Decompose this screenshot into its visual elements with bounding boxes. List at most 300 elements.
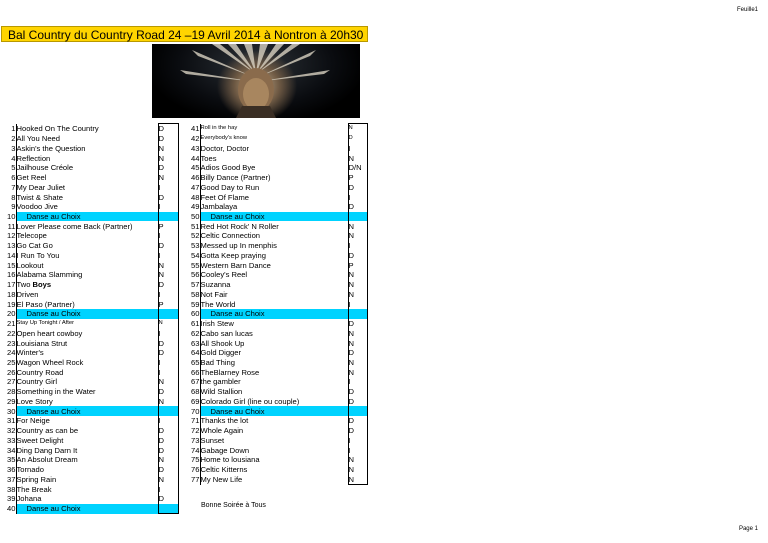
song-title — [16, 153, 158, 163]
song-title-text: An Absolut Dream — [16, 455, 78, 465]
song-number: 33 — [0, 436, 16, 446]
song-title-text: the gambler — [200, 377, 241, 387]
dance-level-code: D — [158, 124, 178, 134]
song-row — [0, 319, 178, 329]
dance-level-code: P — [348, 260, 367, 270]
dance-level-code: D — [348, 202, 367, 212]
dance-level-code: D — [348, 397, 367, 407]
song-title-text: Twist & Shate — [16, 192, 63, 202]
song-number: 59 — [182, 299, 200, 309]
song-number: 40 — [0, 504, 16, 514]
song-row — [182, 397, 367, 407]
dance-level-code: I — [348, 445, 367, 455]
song-title — [200, 260, 348, 270]
song-row — [0, 445, 178, 455]
song-title-text: Red Hot Rock' N Roller — [200, 221, 279, 231]
song-number: 13 — [0, 241, 16, 251]
song-number: 75 — [182, 455, 200, 465]
song-title — [200, 328, 348, 338]
song-number: 63 — [182, 338, 200, 348]
song-number: 9 — [0, 202, 16, 212]
song-row — [182, 367, 367, 377]
dance-choice-label — [16, 212, 158, 222]
song-title — [16, 455, 158, 465]
song-title-text: Love Story — [16, 396, 53, 406]
song-title — [16, 251, 158, 261]
song-number: 66 — [182, 367, 200, 377]
song-title-text: Sweet Delight — [16, 435, 64, 445]
song-number: 37 — [0, 474, 16, 484]
song-title — [200, 338, 348, 348]
song-title — [16, 328, 158, 338]
song-title-text: Everybody's know — [200, 135, 248, 142]
song-number: 20 — [0, 309, 16, 319]
song-number: 39 — [0, 494, 16, 504]
song-title — [200, 445, 348, 455]
song-title-text: Danse au Choix — [210, 309, 265, 319]
song-title — [200, 231, 348, 241]
dance-level-code: P — [158, 299, 178, 309]
song-number: 11 — [0, 221, 16, 231]
dance-level-code: N — [158, 319, 178, 329]
song-row — [0, 260, 178, 270]
song-row — [0, 251, 178, 261]
song-row — [0, 280, 178, 290]
dance-level-code: I — [158, 202, 178, 212]
song-row — [182, 153, 367, 163]
song-title — [200, 348, 348, 358]
song-title — [200, 280, 348, 290]
song-title — [200, 465, 348, 475]
song-title-text: Irish Stew — [200, 319, 234, 329]
song-title — [200, 299, 348, 309]
song-title-text: Lover Please come Back (Partner) — [16, 221, 133, 231]
closing-message: Bonne Soirée à Tous — [201, 502, 266, 509]
dance-choice-row — [0, 212, 178, 222]
song-title-text: Danse au Choix — [210, 406, 265, 416]
song-row — [182, 445, 367, 455]
song-title-text: Country Girl — [16, 377, 58, 387]
dance-level-code: P — [348, 173, 367, 183]
song-title — [16, 173, 158, 183]
song-number: 64 — [182, 348, 200, 358]
song-number: 34 — [0, 445, 16, 455]
song-title — [16, 241, 158, 251]
dance-level-code: P — [158, 221, 178, 231]
song-title-text: Danse au Choix — [210, 211, 265, 221]
song-title-text: Something in the Water — [16, 387, 96, 397]
song-title — [16, 124, 158, 134]
song-title — [200, 455, 348, 465]
dance-level-code: I — [348, 436, 367, 446]
song-number: 65 — [182, 358, 200, 368]
song-title-text: Tornado — [16, 465, 44, 475]
dance-choice-label — [16, 504, 158, 514]
song-title-text: Alabama Slamming — [16, 270, 83, 280]
song-title-text: Telecope — [16, 231, 47, 241]
song-title — [16, 426, 158, 436]
dance-level-code: N — [348, 124, 367, 134]
song-title — [200, 241, 348, 251]
song-number: 74 — [182, 445, 200, 455]
song-number: 32 — [0, 426, 16, 436]
song-row — [182, 260, 367, 270]
song-title — [16, 299, 158, 309]
song-number: 55 — [182, 260, 200, 270]
song-number: 35 — [0, 455, 16, 465]
dance-level-code: D — [348, 348, 367, 358]
song-row — [182, 348, 367, 358]
song-row — [182, 173, 367, 183]
song-number: 15 — [0, 260, 16, 270]
song-title-text: Louisiana Strut — [16, 338, 68, 348]
song-number: 60 — [182, 309, 200, 319]
song-title-text: Danse au Choix — [26, 309, 81, 319]
song-row — [182, 182, 367, 192]
song-number: 8 — [0, 192, 16, 202]
dance-level-code: N — [348, 367, 367, 377]
song-title — [200, 251, 348, 261]
dance-level-code: I — [158, 358, 178, 368]
song-row — [0, 484, 178, 494]
song-title — [200, 474, 348, 484]
song-title-text: Open heart cowboy — [16, 328, 83, 338]
song-row — [182, 134, 367, 144]
dance-level-code: I — [158, 251, 178, 261]
song-row — [0, 182, 178, 192]
song-row — [0, 153, 178, 163]
song-row — [0, 173, 178, 183]
song-number: 27 — [0, 377, 16, 387]
song-title — [16, 348, 158, 358]
song-number: 1 — [0, 124, 16, 134]
song-title-text: Country Road — [16, 367, 64, 377]
dance-level-code: N — [348, 328, 367, 338]
dance-level-code — [348, 212, 367, 222]
song-title-text: Askin's the Question — [16, 143, 86, 153]
song-number: 25 — [0, 358, 16, 368]
song-title-text: Toes — [200, 153, 217, 163]
dance-choice-label — [200, 309, 348, 319]
song-number: 43 — [182, 143, 200, 153]
song-title-text: The World — [200, 299, 236, 309]
song-title — [200, 367, 348, 377]
song-title — [200, 221, 348, 231]
song-title-text: Doctor, Doctor — [200, 143, 250, 153]
song-number: 19 — [0, 299, 16, 309]
song-title — [16, 474, 158, 484]
dance-level-code: I — [158, 328, 178, 338]
song-number: 36 — [0, 465, 16, 475]
song-row — [182, 338, 367, 348]
song-row — [0, 338, 178, 348]
song-title — [16, 397, 158, 407]
song-title-text: Sunset — [200, 435, 225, 445]
dance-level-code: D — [348, 134, 367, 144]
dance-choice-row — [182, 406, 367, 416]
song-number: 18 — [0, 289, 16, 299]
song-title — [16, 484, 158, 494]
song-number: 23 — [0, 338, 16, 348]
dance-level-code: N — [348, 338, 367, 348]
song-title-text: My New Life — [200, 475, 243, 485]
dance-level-code: D — [158, 426, 178, 436]
song-list-left — [0, 123, 179, 514]
dance-level-code: N — [158, 377, 178, 387]
song-number: 21 — [0, 319, 16, 329]
song-title — [16, 143, 158, 153]
dance-level-code: N — [158, 474, 178, 484]
dance-level-code: N — [348, 455, 367, 465]
song-title-text: Messed up In menphis — [200, 241, 277, 251]
song-title-text: Western Barn Dance — [200, 260, 271, 270]
song-row — [182, 221, 367, 231]
song-row — [0, 134, 178, 144]
song-title-text: Wagon Wheel Rock — [16, 357, 84, 367]
song-row — [182, 416, 367, 426]
song-title-bold-text: Boys — [32, 280, 52, 290]
dance-level-code: N — [348, 289, 367, 299]
dance-level-code: N — [158, 260, 178, 270]
song-title-text: Danse au Choix — [26, 406, 81, 416]
dance-level-code: I — [158, 416, 178, 426]
song-row — [182, 251, 367, 261]
song-row — [0, 397, 178, 407]
dance-level-code: D — [348, 416, 367, 426]
song-title — [200, 387, 348, 397]
song-title-text: Roll in the hay — [200, 125, 238, 132]
song-title-text: Gotta Keep praying — [200, 250, 266, 260]
dance-level-code: D — [158, 494, 178, 504]
song-number: 70 — [182, 406, 200, 416]
song-title-text: All Shook Up — [200, 338, 245, 348]
song-row — [182, 358, 367, 368]
song-row — [182, 163, 367, 173]
song-title-text: Adios Good Bye — [200, 163, 256, 173]
dance-level-code: N — [158, 455, 178, 465]
song-number: 41 — [182, 124, 200, 134]
song-title — [16, 436, 158, 446]
song-title-text: Country as can be — [16, 426, 79, 436]
dance-level-code: N — [158, 397, 178, 407]
song-title-text: Suzanna — [200, 280, 231, 290]
dance-level-code: N — [158, 143, 178, 153]
song-title — [16, 465, 158, 475]
song-number: 52 — [182, 231, 200, 241]
dance-level-code: D/N — [348, 163, 367, 173]
song-title — [16, 377, 158, 387]
song-number: 61 — [182, 319, 200, 329]
song-title-text: Celtic Kitterns — [200, 465, 248, 475]
dance-level-code — [158, 212, 178, 222]
song-title — [200, 289, 348, 299]
song-number: 42 — [182, 134, 200, 144]
song-number: 16 — [0, 270, 16, 280]
song-title — [16, 260, 158, 270]
song-title — [200, 436, 348, 446]
dance-level-code: I — [158, 367, 178, 377]
song-row — [182, 377, 367, 387]
song-title-text: Gabage Down — [200, 445, 250, 455]
song-row — [182, 474, 367, 484]
song-number: 3 — [0, 143, 16, 153]
dance-level-code: D — [158, 387, 178, 397]
song-title-text: Wild Stallion — [200, 387, 243, 397]
song-title — [16, 494, 158, 504]
song-title — [200, 426, 348, 436]
song-row — [182, 455, 367, 465]
dance-level-code: N — [348, 231, 367, 241]
dance-level-code: D — [158, 163, 178, 173]
song-title — [200, 377, 348, 387]
song-title-text: Feet Of Flame — [200, 192, 250, 202]
song-number: 45 — [182, 163, 200, 173]
song-row — [0, 328, 178, 338]
song-title-text: Go Cat Go — [16, 241, 53, 251]
song-number: 17 — [0, 280, 16, 290]
song-title — [200, 153, 348, 163]
song-title-text: Jambalaya — [200, 202, 238, 212]
song-title-text: Winter's — [16, 348, 44, 358]
song-number: 5 — [0, 163, 16, 173]
song-number: 76 — [182, 465, 200, 475]
song-number: 12 — [0, 231, 16, 241]
song-number: 72 — [182, 426, 200, 436]
song-title — [16, 358, 158, 368]
song-number: 73 — [182, 436, 200, 446]
song-row — [182, 270, 367, 280]
song-title — [16, 202, 158, 212]
song-number: 10 — [0, 212, 16, 222]
song-title-text: For Neige — [16, 416, 50, 426]
dance-level-code: N — [348, 465, 367, 475]
dance-level-code: I — [158, 231, 178, 241]
song-title — [16, 319, 158, 329]
song-title-text: The Break — [16, 484, 52, 494]
song-row — [0, 289, 178, 299]
song-number: 31 — [0, 416, 16, 426]
dance-level-code: I — [348, 241, 367, 251]
song-title — [16, 221, 158, 231]
dance-level-code: I — [348, 143, 367, 153]
page-number: Page 1 — [738, 526, 758, 532]
dance-level-code — [158, 309, 178, 319]
dance-level-code: D — [158, 134, 178, 144]
song-number: 58 — [182, 289, 200, 299]
dance-choice-row — [0, 309, 178, 319]
song-number: 48 — [182, 192, 200, 202]
song-row — [0, 426, 178, 436]
dance-level-code: D — [348, 251, 367, 261]
song-title-text: Gold Digger — [200, 348, 242, 358]
song-title — [200, 270, 348, 280]
song-number: 29 — [0, 397, 16, 407]
dance-level-code: D — [348, 426, 367, 436]
dance-level-code — [348, 406, 367, 416]
song-title-text: Danse au Choix — [26, 504, 81, 514]
song-title-text: Spring Rain — [16, 474, 57, 484]
song-title-text: Two — [16, 280, 33, 290]
song-title-text: Ding Dang Darn It — [16, 445, 78, 455]
song-title — [200, 124, 348, 134]
song-title-text: All You Need — [16, 134, 60, 144]
song-row — [0, 358, 178, 368]
song-row — [0, 465, 178, 475]
song-row — [0, 494, 178, 504]
dance-choice-label — [16, 406, 158, 416]
song-title — [200, 134, 348, 144]
dance-level-code: I — [348, 299, 367, 309]
dance-level-code: N — [348, 270, 367, 280]
dance-level-code: D — [158, 280, 178, 290]
song-row — [182, 299, 367, 309]
song-row — [0, 202, 178, 212]
song-title-text: Driven — [16, 289, 39, 299]
song-row — [182, 231, 367, 241]
song-title — [16, 289, 158, 299]
dance-choice-label — [16, 309, 158, 319]
song-row — [182, 192, 367, 202]
dance-level-code: D — [348, 387, 367, 397]
song-title — [200, 163, 348, 173]
song-title — [200, 143, 348, 153]
song-title-text: Voodoo Jive — [16, 202, 58, 212]
song-row — [0, 455, 178, 465]
song-title — [200, 397, 348, 407]
song-number: 56 — [182, 270, 200, 280]
dance-level-code: N — [348, 280, 367, 290]
song-row — [0, 299, 178, 309]
song-title-text: Billy Dance (Partner) — [200, 173, 271, 183]
song-row — [182, 289, 367, 299]
song-row — [0, 377, 178, 387]
song-row — [182, 387, 367, 397]
song-title-text: Danse au Choix — [26, 211, 81, 221]
song-number: 38 — [0, 484, 16, 494]
song-title — [16, 338, 158, 348]
song-number: 14 — [0, 251, 16, 261]
song-number: 68 — [182, 387, 200, 397]
dance-level-code: I — [348, 377, 367, 387]
page-title: Bal Country du Country Road 24 –19 Avril 2014 à Nontron à 20h30 — [8, 28, 364, 42]
song-number: 71 — [182, 416, 200, 426]
dance-level-code: I — [158, 182, 178, 192]
song-title-text: Cabo san lucas — [200, 328, 253, 338]
song-title — [200, 319, 348, 329]
title-banner — [1, 26, 368, 42]
song-row — [182, 436, 367, 446]
dance-level-code: N — [348, 153, 367, 163]
dance-choice-label — [200, 406, 348, 416]
song-number: 7 — [0, 182, 16, 192]
song-title — [200, 358, 348, 368]
song-row — [0, 416, 178, 426]
song-title — [16, 387, 158, 397]
song-title-text: Johana — [16, 494, 42, 504]
song-row — [0, 163, 178, 173]
song-title-text: Cooley's Reel — [200, 270, 248, 280]
dance-level-code: D — [158, 338, 178, 348]
dance-level-code: N — [348, 221, 367, 231]
dance-level-code: I — [348, 192, 367, 202]
song-number: 46 — [182, 173, 200, 183]
song-title — [200, 192, 348, 202]
dance-choice-row — [182, 309, 367, 319]
song-title — [16, 182, 158, 192]
song-row — [0, 367, 178, 377]
dance-choice-label — [200, 212, 348, 222]
dance-level-code: D — [348, 182, 367, 192]
